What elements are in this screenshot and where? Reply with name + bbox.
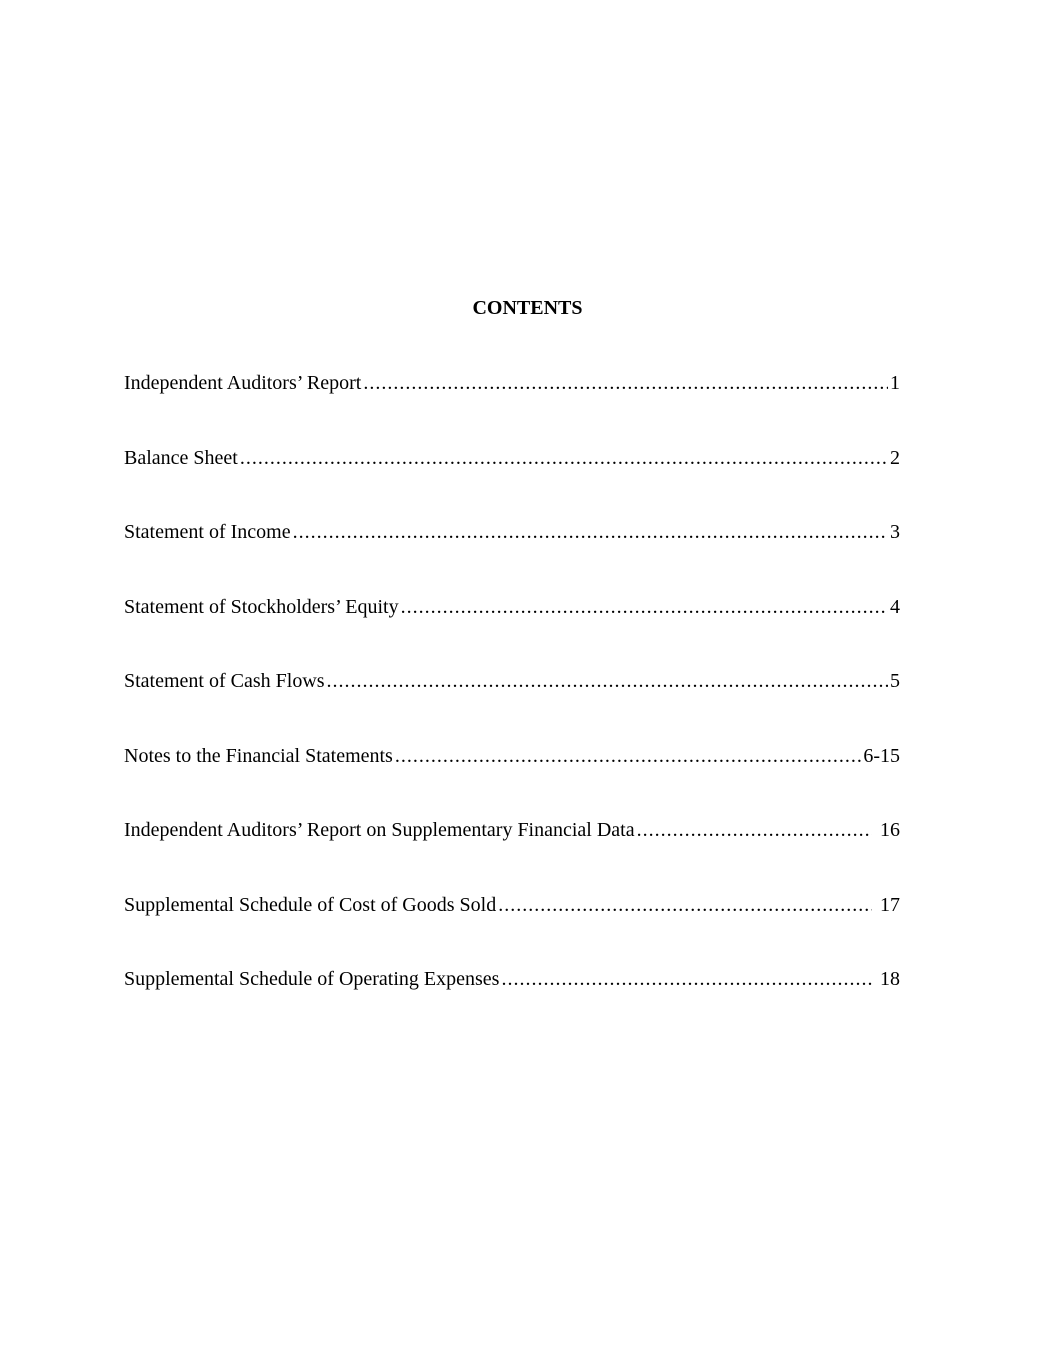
toc-dot-leader [637, 816, 872, 844]
toc-dot-leader [401, 593, 888, 621]
toc-dot-leader [293, 518, 888, 546]
toc-entry-statement-of-income [124, 518, 900, 593]
toc-entry-label: Notes to the Financial Statements [124, 744, 393, 767]
toc-entry-label: Statement of Cash Flows [124, 670, 325, 692]
toc-entry-balance-sheet [124, 444, 900, 519]
toc-entry-page: 16 [880, 819, 900, 841]
toc-entry-page: 4 [890, 595, 900, 618]
toc-dot-leader [240, 444, 888, 472]
toc-entry-page: 5 [890, 670, 900, 692]
toc-dot-leader [498, 891, 872, 919]
toc-entry-notes-to-financial-statements [124, 742, 900, 817]
toc-dot-leader [363, 369, 888, 397]
toc-entry-label: Statement of Income [124, 521, 291, 543]
toc-entry-label: Independent Auditors’ Report [124, 372, 362, 394]
toc-entry-schedule-cost-of-goods-sold [124, 891, 900, 966]
contents-title: CONTENTS [472, 297, 583, 319]
toc-entry-independent-auditors-report [124, 369, 900, 444]
toc-dot-leader [395, 742, 861, 770]
toc-entry-label: Balance Sheet [124, 446, 238, 469]
toc-entry-page: 3 [890, 521, 900, 543]
toc-entry-label: Supplemental Schedule of Operating Expenses [124, 968, 500, 990]
toc-entry-auditors-report-supplementary-data [124, 816, 900, 891]
toc-entry-label: Independent Auditors’ Report on Supplementary Financial Data [124, 819, 635, 841]
toc-entry-page: 17 [880, 893, 900, 916]
toc-entry-page: 6-15 [863, 744, 900, 767]
toc-entry-label: Statement of Stockholders’ Equity [124, 595, 399, 618]
toc-entry-page: 18 [880, 968, 900, 990]
toc-entry-label: Supplemental Schedule of Cost of Goods Sold [124, 893, 497, 916]
toc-entry-schedule-operating-expenses [124, 965, 900, 1040]
toc-entry-statement-of-cash-flows [124, 667, 900, 742]
toc-entry-page: 1 [890, 372, 900, 394]
toc-entry-statement-of-stockholders-equity [124, 593, 900, 668]
table-of-contents [124, 369, 900, 1040]
toc-dot-leader [501, 965, 872, 993]
toc-entry-page: 2 [890, 446, 900, 469]
toc-dot-leader [327, 667, 888, 695]
